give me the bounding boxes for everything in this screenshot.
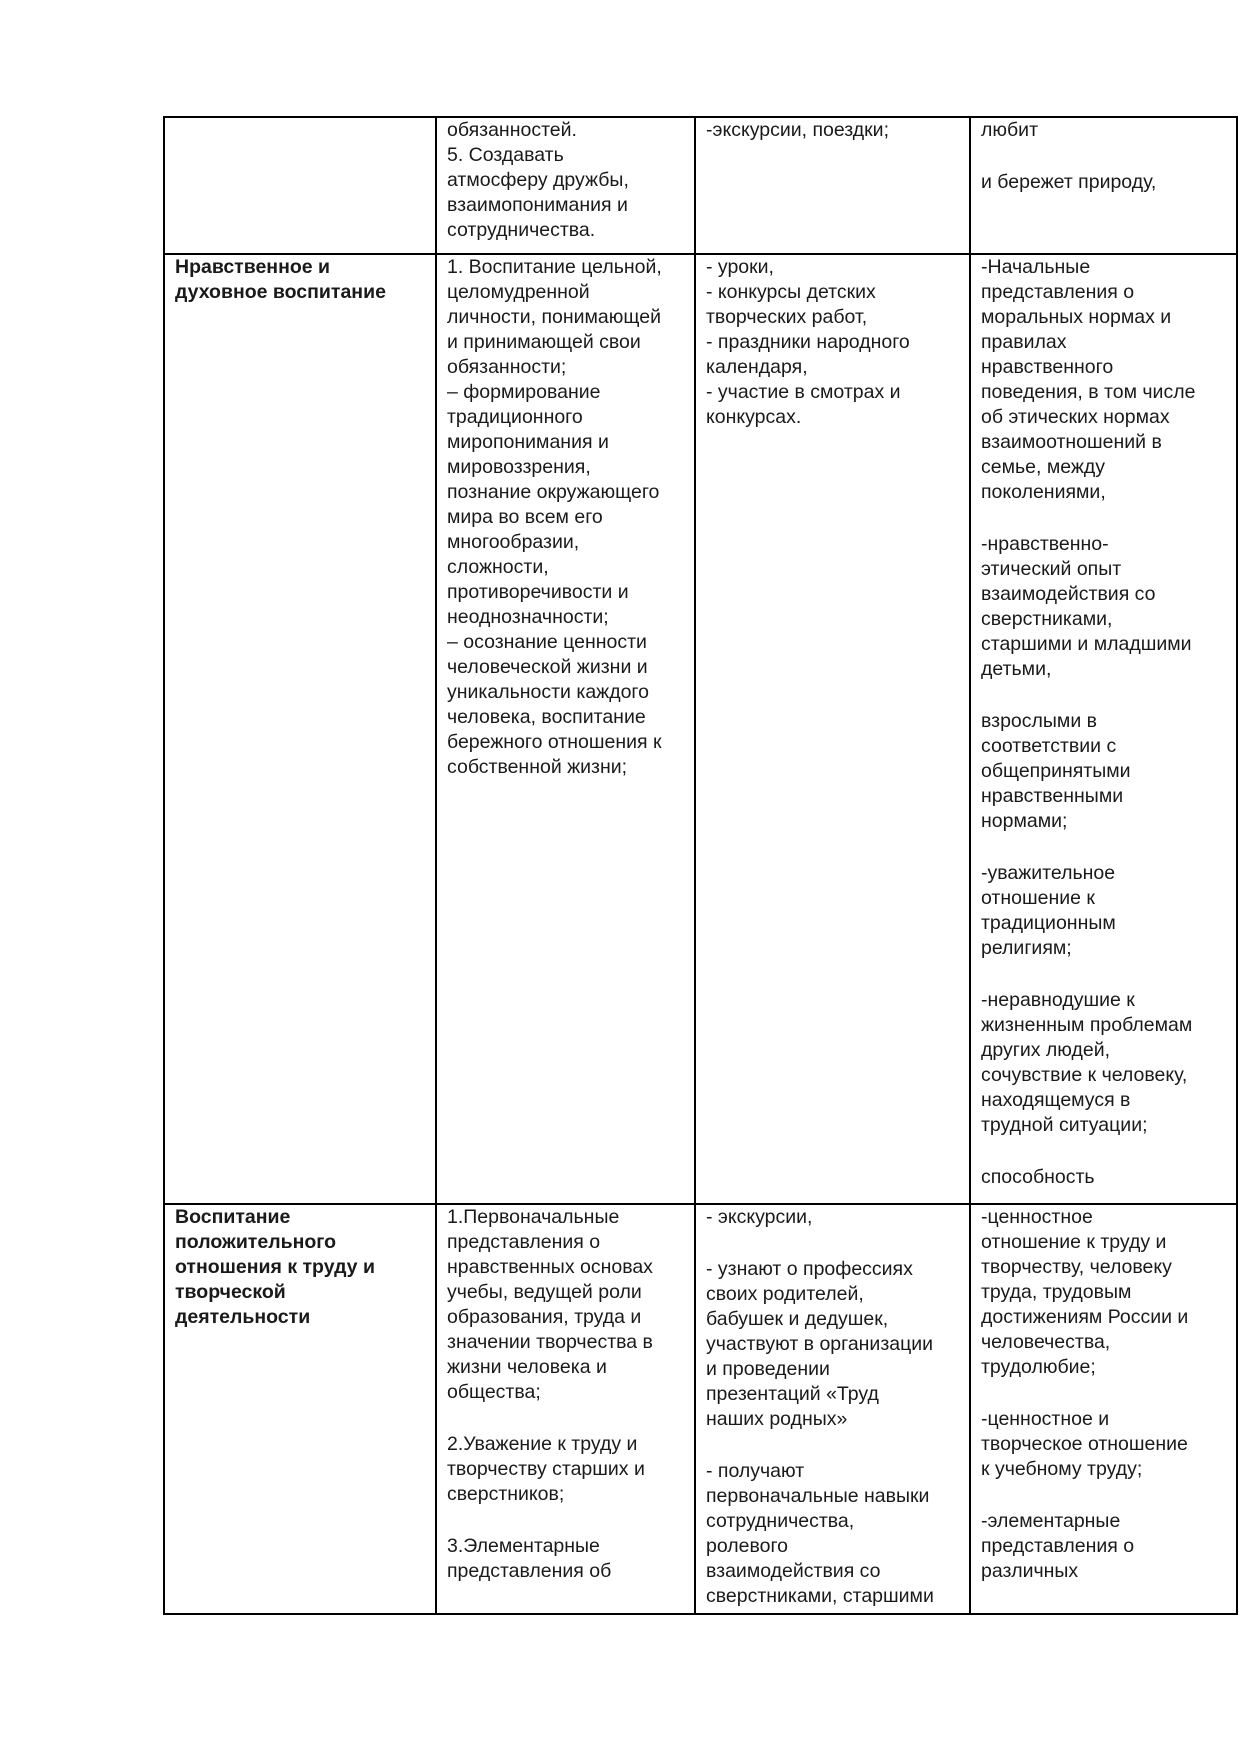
text-line: конкурсах. bbox=[706, 406, 802, 428]
text-block bbox=[981, 118, 1232, 143]
text-line: учебы, ведущей роли bbox=[447, 1281, 642, 1303]
text-block bbox=[706, 1459, 965, 1609]
text-block bbox=[981, 532, 1232, 682]
text-line: и проведении bbox=[706, 1358, 830, 1380]
text-block bbox=[447, 255, 690, 780]
text-line: – осознание ценности bbox=[447, 631, 647, 653]
text-block bbox=[706, 255, 965, 430]
text-line: противоречивости и bbox=[447, 581, 629, 603]
text-line: представления о bbox=[981, 281, 1135, 303]
text-line: соответствии с bbox=[981, 735, 1117, 757]
text-line: жизни человека и bbox=[447, 1356, 607, 1378]
text-line: бабушек и дедушек, bbox=[706, 1308, 889, 1330]
text-line: -ценностное и bbox=[981, 1408, 1110, 1430]
text-line: целомудренной bbox=[447, 281, 590, 303]
text-line: правилах bbox=[981, 331, 1067, 353]
text-line: духовное воспитание bbox=[175, 281, 386, 303]
text-line: поведения, в том числе bbox=[981, 381, 1196, 403]
text-line: человека, воспитание bbox=[447, 706, 646, 728]
text-line: поколениями, bbox=[981, 481, 1106, 503]
text-block bbox=[981, 1165, 1232, 1190]
text-line: 3.Элементарные bbox=[447, 1535, 600, 1557]
text-line: познание окружающего bbox=[447, 481, 660, 503]
text-line: Нравственное и bbox=[175, 256, 331, 278]
text-line: семье, между bbox=[981, 456, 1106, 478]
text-line: Воспитание bbox=[175, 1206, 291, 1228]
tasks-cell bbox=[436, 117, 695, 254]
table-row bbox=[164, 1204, 1237, 1614]
text-line: многообразии, bbox=[447, 531, 580, 553]
text-line: - получают bbox=[706, 1460, 805, 1482]
text-line: представления о bbox=[447, 1231, 601, 1253]
text-line: деятельности bbox=[175, 1306, 311, 1328]
text-block bbox=[706, 118, 965, 143]
text-line: отношение к труду и bbox=[981, 1231, 1167, 1253]
text-line: представления об bbox=[447, 1560, 612, 1582]
results-cell bbox=[970, 1204, 1237, 1614]
results-cell bbox=[970, 117, 1237, 254]
text-line: значении творчества в bbox=[447, 1331, 653, 1353]
text-line: сверстниками, старшими bbox=[706, 1585, 934, 1607]
text-line: миропонимания и bbox=[447, 431, 609, 453]
text-line: сложности, bbox=[447, 556, 549, 578]
text-line: сотрудничества. bbox=[447, 219, 596, 241]
text-line: творческих работ, bbox=[706, 306, 868, 328]
text-line: традиционным bbox=[981, 912, 1116, 934]
text-block bbox=[981, 255, 1232, 505]
text-block bbox=[981, 709, 1232, 834]
text-line: взрослыми в bbox=[981, 710, 1097, 732]
text-line: творческой bbox=[175, 1281, 286, 1303]
text-line: положительного bbox=[175, 1231, 337, 1253]
text-line: взаимоотношений в bbox=[981, 431, 1162, 453]
text-block bbox=[447, 1205, 690, 1405]
text-line: отношение к bbox=[981, 887, 1095, 909]
text-block bbox=[447, 1432, 690, 1507]
text-line: уникальности каждого bbox=[447, 681, 649, 703]
text-line: -нравственно- bbox=[981, 533, 1109, 555]
text-line: творческое отношение bbox=[981, 1433, 1188, 1455]
text-line: взаимодействия со bbox=[981, 583, 1156, 605]
text-block bbox=[175, 1205, 431, 1330]
text-line: находящемуся в bbox=[981, 1089, 1131, 1111]
text-line: -неравнодушие к bbox=[981, 989, 1135, 1011]
text-line: сверстников; bbox=[447, 1483, 565, 1505]
text-line: 1.Первоначальные bbox=[447, 1206, 620, 1228]
text-line: -экскурсии, поездки; bbox=[706, 119, 889, 141]
text-line: -ценностное bbox=[981, 1206, 1093, 1228]
text-line: этический опыт bbox=[981, 558, 1122, 580]
text-line: обязанностей. bbox=[447, 119, 577, 141]
text-line: старшими и младшими bbox=[981, 633, 1192, 655]
text-line: презентаций «Труд bbox=[706, 1383, 879, 1405]
text-line: - участие в смотрах и bbox=[706, 381, 901, 403]
education-plan-table bbox=[163, 116, 1238, 1615]
text-line: детьми, bbox=[981, 658, 1052, 680]
text-line: собственной жизни; bbox=[447, 756, 628, 778]
text-line: своих родителей, bbox=[706, 1283, 864, 1305]
table-row bbox=[164, 254, 1237, 1204]
text-line: трудолюбие; bbox=[981, 1356, 1096, 1378]
text-line: - конкурсы детских bbox=[706, 281, 876, 303]
text-line: - узнают о профессиях bbox=[706, 1258, 913, 1280]
forms-cell bbox=[695, 117, 970, 254]
text-line: труда, трудовым bbox=[981, 1281, 1132, 1303]
text-line: способность bbox=[981, 1166, 1095, 1188]
text-line: трудной ситуации; bbox=[981, 1114, 1148, 1136]
text-line: различных bbox=[981, 1560, 1079, 1582]
text-block bbox=[175, 255, 431, 305]
text-line: сотрудничества, bbox=[706, 1510, 855, 1532]
text-line: любит bbox=[981, 119, 1038, 141]
text-line: 5. Создавать bbox=[447, 144, 564, 166]
forms-cell bbox=[695, 1204, 970, 1614]
text-line: ролевого bbox=[706, 1535, 788, 1557]
text-line: личности, понимающей bbox=[447, 306, 661, 328]
text-block bbox=[981, 1407, 1232, 1482]
text-block bbox=[981, 988, 1232, 1138]
text-block bbox=[981, 1509, 1232, 1584]
text-line: представления о bbox=[981, 1535, 1135, 1557]
text-line: нравственных основах bbox=[447, 1256, 653, 1278]
results-cell bbox=[970, 254, 1237, 1204]
text-line: традиционного bbox=[447, 406, 583, 428]
text-line: других людей, bbox=[981, 1039, 1111, 1061]
tasks-cell bbox=[436, 254, 695, 1204]
direction-cell bbox=[164, 1204, 436, 1614]
direction-cell bbox=[164, 254, 436, 1204]
text-line: человечества, bbox=[981, 1331, 1111, 1353]
text-line: религиям; bbox=[981, 937, 1072, 959]
text-line: -Начальные bbox=[981, 256, 1091, 278]
text-line: моральных нормах и bbox=[981, 306, 1172, 328]
text-line: - праздники народного bbox=[706, 331, 910, 353]
text-line: - уроки, bbox=[706, 256, 774, 278]
text-line: человеческой жизни и bbox=[447, 656, 648, 678]
text-line: мира во всем его bbox=[447, 506, 603, 528]
text-line: – формирование bbox=[447, 381, 601, 403]
text-line: сверстниками, bbox=[981, 608, 1113, 630]
text-line: неоднозначности; bbox=[447, 606, 609, 628]
text-line: атмосферу дружбы, bbox=[447, 169, 629, 191]
table-row bbox=[164, 117, 1237, 254]
direction-cell bbox=[164, 117, 436, 254]
text-line: участвуют в организации bbox=[706, 1333, 934, 1355]
text-line: жизненным проблемам bbox=[981, 1014, 1193, 1036]
text-block bbox=[981, 861, 1232, 961]
text-line: общепринятыми bbox=[981, 760, 1131, 782]
text-block bbox=[447, 118, 690, 243]
tasks-cell bbox=[436, 1204, 695, 1614]
text-line: нормами; bbox=[981, 810, 1068, 832]
text-line: образования, труда и bbox=[447, 1306, 642, 1328]
text-line: творчеству, человеку bbox=[981, 1256, 1172, 1278]
text-line: - экскурсии, bbox=[706, 1206, 813, 1228]
text-line: 2.Уважение к труду и bbox=[447, 1433, 638, 1455]
forms-cell bbox=[695, 254, 970, 1204]
text-line: обязанности; bbox=[447, 356, 567, 378]
text-line: и бережет природу, bbox=[981, 171, 1157, 193]
text-line: бережного отношения к bbox=[447, 731, 662, 753]
text-line: нравственного bbox=[981, 356, 1114, 378]
text-line: достижениям России и bbox=[981, 1306, 1189, 1328]
text-block bbox=[981, 1205, 1232, 1380]
text-line: -элементарные bbox=[981, 1510, 1121, 1532]
text-line: к учебному труду; bbox=[981, 1458, 1143, 1480]
text-line: мировоззрения, bbox=[447, 456, 591, 478]
text-line: сочувствие к человеку, bbox=[981, 1064, 1188, 1086]
text-line: первоначальные навыки bbox=[706, 1485, 930, 1507]
text-line: творчеству старших и bbox=[447, 1458, 645, 1480]
text-line: наших родных» bbox=[706, 1408, 848, 1430]
text-block bbox=[981, 170, 1232, 195]
text-line: отношения к труду и bbox=[175, 1256, 375, 1278]
text-line: общества; bbox=[447, 1381, 541, 1403]
text-line: -уважительное bbox=[981, 862, 1116, 884]
text-line: календаря, bbox=[706, 356, 808, 378]
text-block bbox=[447, 1534, 690, 1584]
text-line: 1. Воспитание цельной, bbox=[447, 256, 662, 278]
text-line: нравственными bbox=[981, 785, 1124, 807]
text-line: взаимодействия со bbox=[706, 1560, 881, 1582]
text-block bbox=[706, 1205, 965, 1230]
text-line: и принимающей свои bbox=[447, 331, 641, 353]
text-line: взаимопонимания и bbox=[447, 194, 628, 216]
text-block bbox=[706, 1257, 965, 1432]
text-line: об этических нормах bbox=[981, 406, 1170, 428]
